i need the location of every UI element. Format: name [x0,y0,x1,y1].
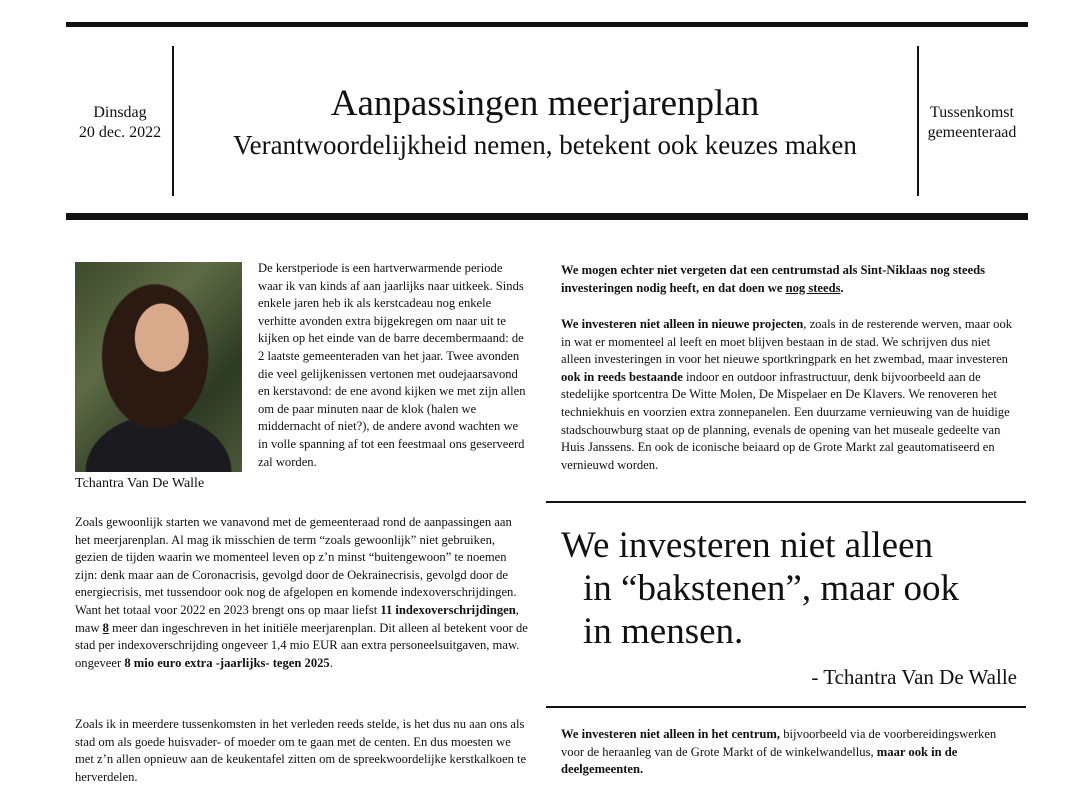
photo-caption: Tchantra Van De Walle [75,476,205,491]
quote-bottom-rule [546,706,1026,708]
page-subtitle: Verantwoordelijkheid nemen, betekent ook keuzes maken [233,130,857,160]
pull-quote [561,524,1023,653]
intro-paragraph: De kerstperiode is een hartverwarmende periode waar ik van kinds af aan jaarlijks naar uitkeek. Sinds enkele jaren heb ik als kerstcadeau nog enkele verhitte avonden extra bijgekregen om naar uit te kijken op het einde van de barre decembermaand: de 2 laatste gemeenteraden van het jaar. Twee avonden die veel gelijkenissen vertonen met oudejaarsavond en kerstavond: de ene avond kijken we met zijn allen om de paar minuten naar de klok (halen we middernacht of niet?), de andere avond wachten we in volle spanning af tot een feestmaal ons geserveerd zal worden. [258,261,526,469]
paragraph-keukentafel: Zoals ik in meerdere tussenkomsten in het verleden reeds stelde, is het dus nu aan ons als stad om als goede huisvader- of moeder om te gaan met de centen. En dus moesten we met z’n allen opnieuw aan de keukentafel zitten om de spreekwoordelijke kerstkalkoen te herverdelen. [75,717,527,784]
header-bottom-rule [66,213,1028,220]
p2-bold-eight: 8 [102,620,109,635]
r1-text-a: We mogen echter niet vergeten dat een centrumstad als Sint-Niklaas nog steeds investeringen nodig heeft, en dat doen we [561,263,986,295]
p2-text-g: . [329,655,333,670]
quote-line-1: We investeren niet alleen [561,525,933,566]
context-line-1: Tussenkomst [930,104,1014,121]
p2-text-a: Zoals gewoonlijk starten we vanavond met de gemeenteraad rond de aanpassingen aan het meerjarenplan. Al mag ik misschien de term “zoals gewoonlijk” niet gebruiken, gezien de tijden waarin we momenteel leven op z’n minst “buitengewoon” te noemen zijn: denk maar aan de Coronacrisis, gevolgd door de Oekrainecrisis, gevolgd door de energiecrisis, met tussendoor ook nog de afgelopen en komende indexoverschrijdingen. Want het totaal voor 2022 en 2023 brengt ons op maar liefst [75,515,517,617]
p2-bold-eight-mio: 8 mio euro extra -jaarlijks- tegen 2025 [124,655,330,670]
header-date-value: 20 dec. 2022 [78,124,162,141]
p2-bold-index-count: 11 indexoverschrijdingen [380,602,516,617]
r2-text-b: , zoals in de resterende werven, maar ook in wat er momenteel al leeft en moet blijven bestaan in de stad. We schrijven dus niet alleen investeringen in voor het nieuwe sportkringpark en het zwembad, maar investeren [561,317,1013,367]
header-divider-left [172,46,174,196]
paragraph-projecten [561,316,1021,474]
author-photo [75,262,242,472]
p2-text-c: , maw [75,602,519,635]
header-day: Dinsdag [93,104,147,121]
header-context [920,103,1024,143]
paragraph-centrumstad [561,262,1021,297]
r1-text-c: . [840,280,844,295]
page-title: Aanpassingen meerjarenplan [330,83,760,124]
paragraph-deelgemeenten [561,726,1021,779]
r2-bold-lead: We investeren niet alleen in nieuwe projecten [561,317,804,331]
r2-bold-bestaande: ook in reeds bestaande [561,369,683,384]
context-line-2: gemeenteraad [927,124,1017,141]
r3-bold-lead: We investeren niet alleen in het centrum, [561,727,781,741]
paragraph-indexoverschrijdingen [75,514,530,672]
r1-underlined: nog steeds [785,280,841,295]
quote-top-rule [546,501,1026,503]
quote-line-3: in mensen. [583,611,744,652]
header-date [70,103,170,143]
r3-bold-tail: maar ook in de deelgemeenten. [561,744,958,777]
quote-author: - Tchantra Van De Walle [811,665,1017,689]
r2-text-d: indoor en outdoor infrastructuur, denk bijvoorbeeld aan de stedelijke sportcentra De Witte Molen, De Mispelaer en De Klavers. We renoveren het techniekhuis en voorzien extra zonnepanelen. Een duurzame vernieuwing van de huidige stadschouwburg staat op de planning, evenals de opening van het museale gedeelte van Huis Janssens. En ook de iconische beiaard op de Grote Markt zal geautomatiseerd en vernieuwd worden. [561,369,1010,472]
r3-text-b: bijvoorbeeld via de voorbereidingswerken voor de heraanleg van de Grote Markt of de winkelwandellus, [561,727,997,759]
header-divider-right [917,46,919,196]
p2-text-e: meer dan ingeschreven in het initiële meerjarenplan. Dit alleen al betekent voor de stad per indexoverschrijding ongeveer 1,4 mio EUR aan extra personeelsuitgaven, maw. ongeveer [75,620,528,670]
quote-line-2: in “bakstenen”, maar ook [583,568,960,609]
top-rule [66,22,1028,27]
